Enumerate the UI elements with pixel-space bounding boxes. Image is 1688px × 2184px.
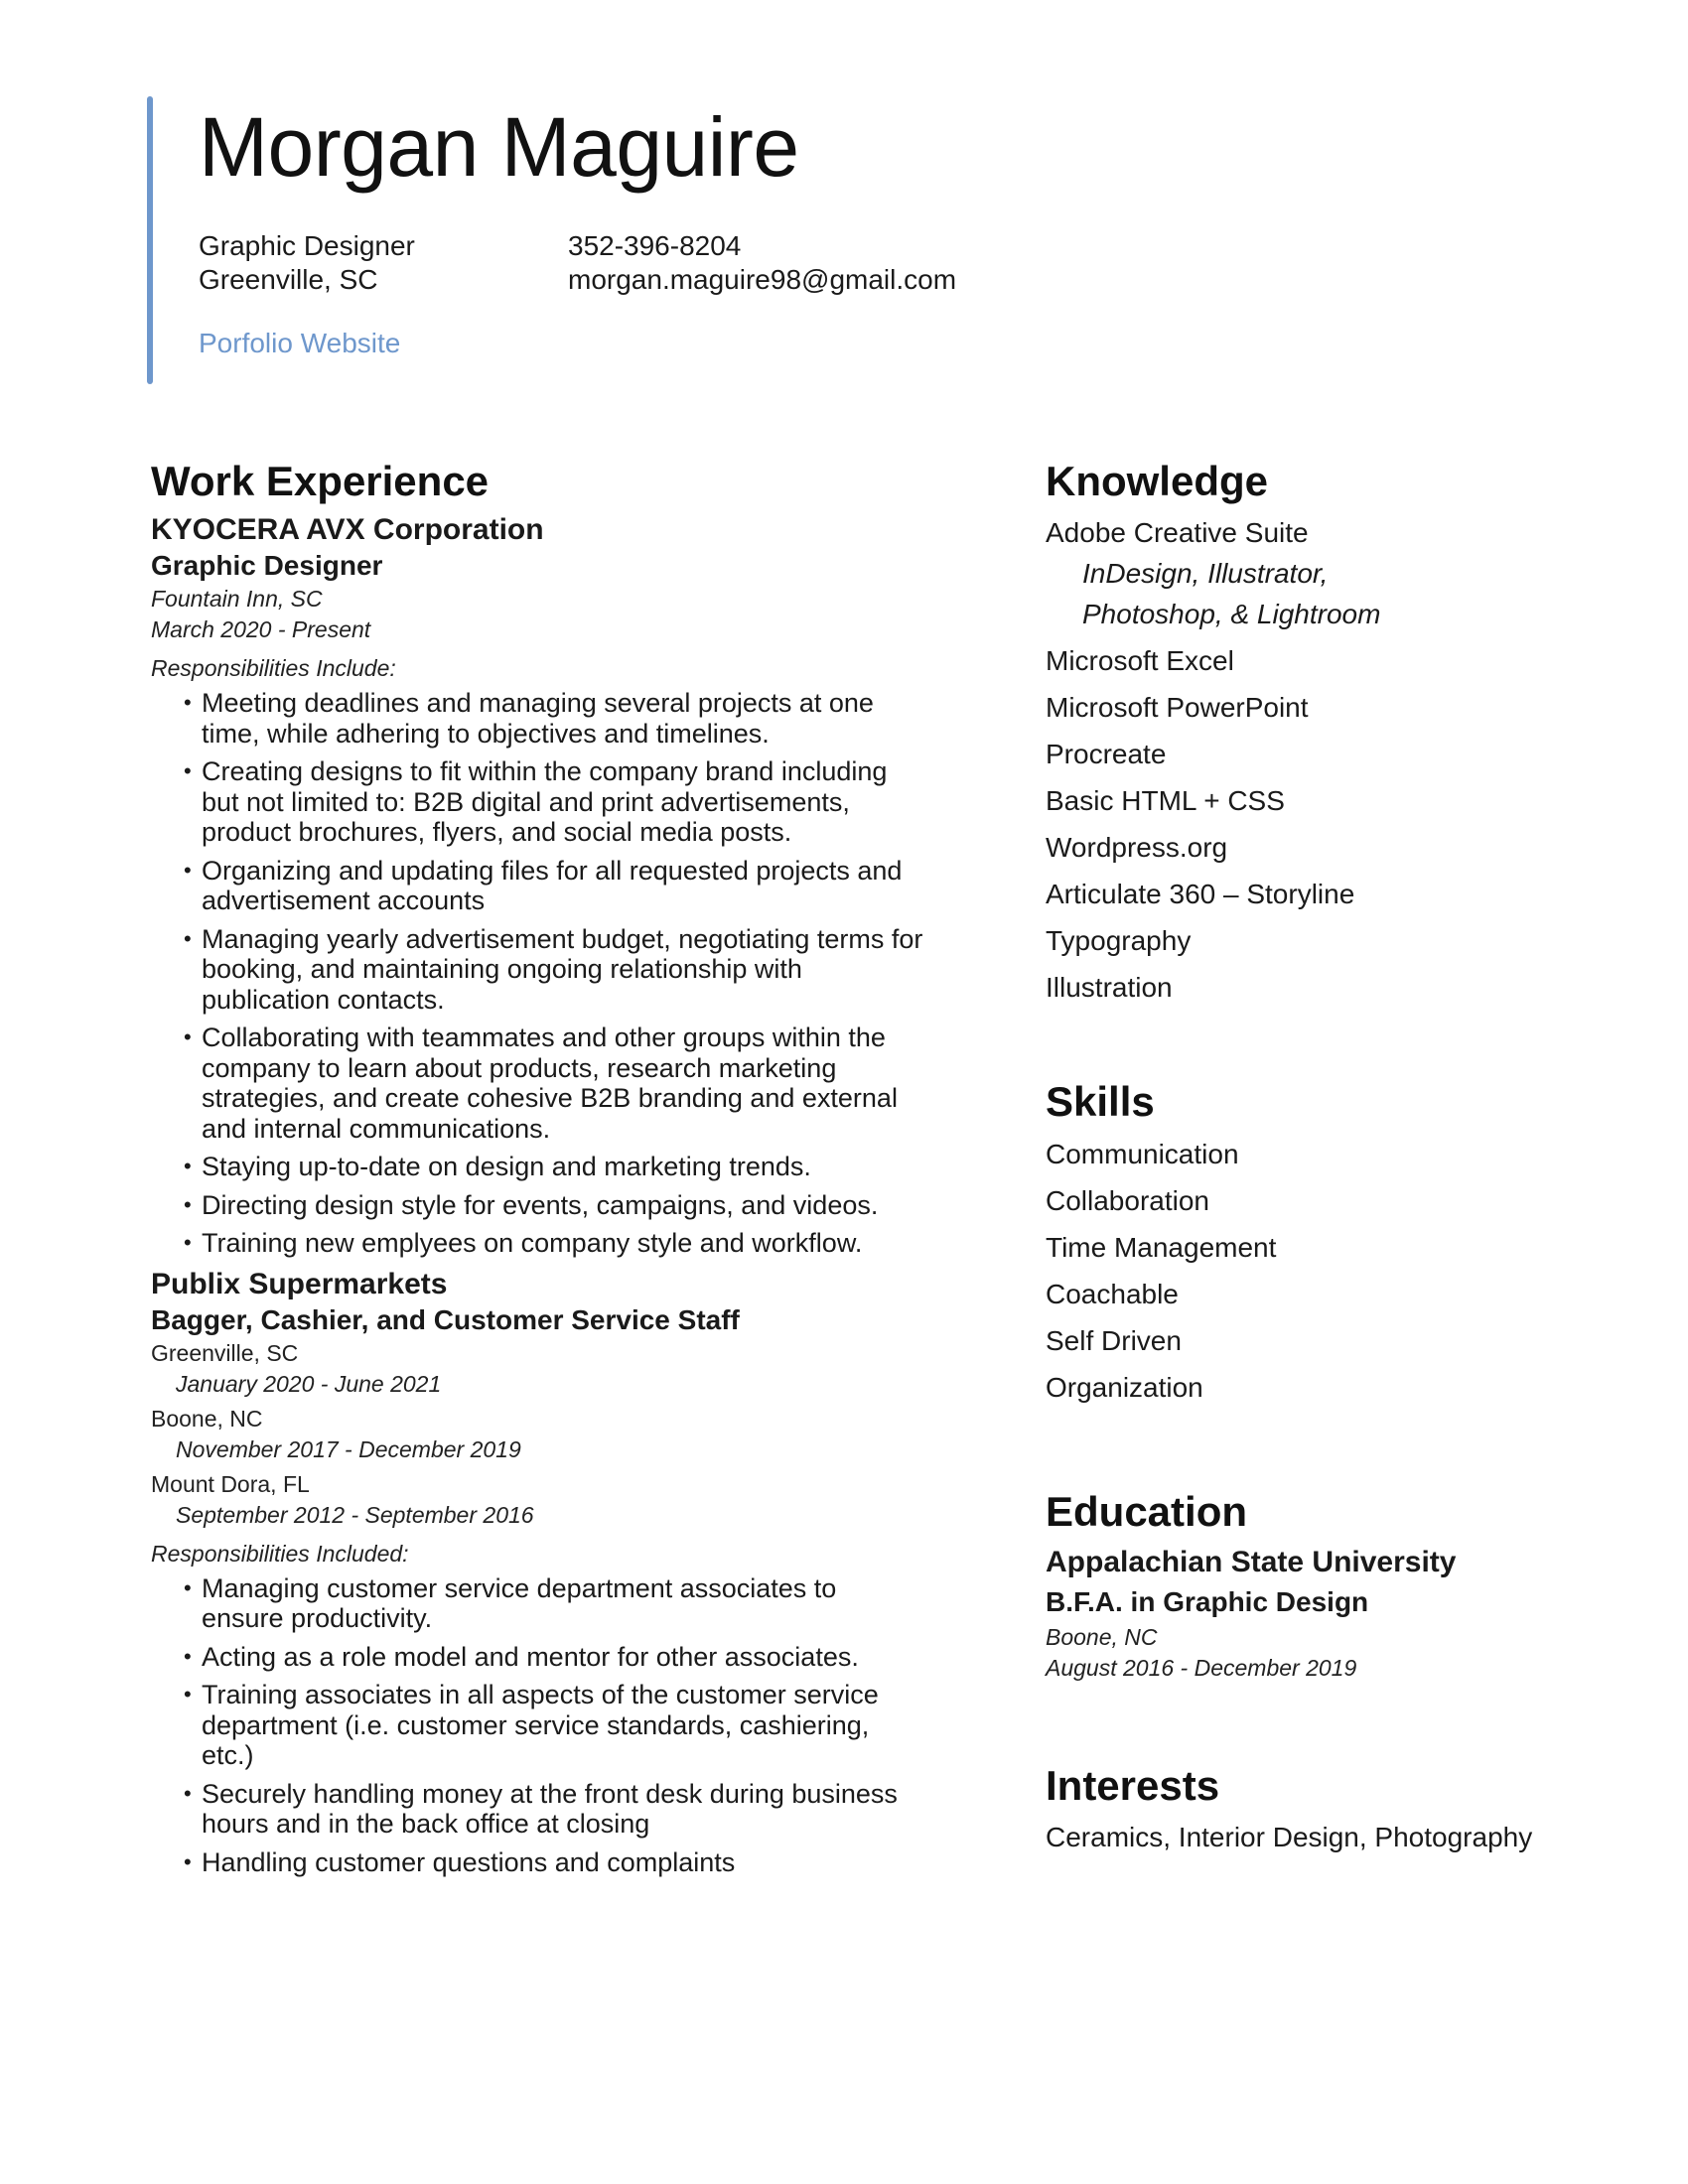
school-name: Appalachian State University [1046, 1546, 1457, 1579]
list-item: • Staying up-to-date on design and marketing trends. [184, 1152, 925, 1182]
job-role: Bagger, Cashier, and Customer Service Staff [151, 1303, 740, 1335]
knowledge-item: Microsoft PowerPoint [1046, 692, 1309, 724]
skill-item: Organization [1046, 1371, 1203, 1403]
job-dates: November 2017 - December 2019 [176, 1435, 521, 1462]
phone-number: 352-396-8204 [568, 230, 742, 261]
home-location: Greenville, SC [199, 264, 378, 295]
sidebar-column [1046, 457, 1602, 1857]
school-location: Boone, NC [1046, 1624, 1158, 1651]
knowledge-item: Articulate 360 – Storyline [1046, 879, 1355, 910]
list-item: • Organizing and updating files for all requested projects and advertisement accounts [184, 856, 925, 916]
job-location: Fountain Inn, SC [151, 586, 323, 613]
education-section [1046, 1487, 1602, 1684]
work-experience-heading: Work Experience [151, 458, 490, 504]
list-item: • Meeting deadlines and managing several projects at one time, while adhering to objectives and timelines. [184, 688, 925, 749]
list-item: • Collaborating with teammates and other groups within the company to learn about products, research marketing strategies, and create cohesive B2B branding and external and internal communications. [184, 1023, 925, 1144]
knowledge-subitem: InDesign, Illustrator, [1082, 558, 1329, 590]
portfolio-link[interactable]: Porfolio Website [199, 328, 401, 358]
skill-item: Communication [1046, 1138, 1239, 1169]
knowledge-section [1046, 457, 1602, 1008]
knowledge-item: Procreate [1046, 739, 1167, 770]
job-dates: January 2020 - June 2021 [176, 1370, 442, 1397]
list-item: • Directing design style for events, campaigns, and videos. [184, 1190, 925, 1221]
candidate-name: Morgan Maguire [199, 100, 799, 194]
interests-text: Ceramics, Interior Design, Photography [1046, 1821, 1533, 1852]
education-heading: Education [1046, 1487, 1248, 1535]
job-dates: September 2012 - September 2016 [176, 1501, 534, 1528]
knowledge-subitem: Photoshop, & Lightroom [1082, 599, 1381, 630]
responsibilities-list [151, 688, 925, 1259]
job-dates: March 2020 - Present [151, 616, 371, 643]
degree-name: B.F.A. in Graphic Design [1046, 1586, 1369, 1618]
header-accent-bar [147, 96, 153, 384]
job-role: Graphic Designer [151, 550, 383, 582]
job-kyocera [151, 512, 925, 1259]
job-location: Mount Dora, FL [151, 1470, 310, 1497]
school-dates: August 2016 - December 2019 [1046, 1655, 1357, 1682]
knowledge-heading: Knowledge [1046, 458, 1269, 504]
skill-item: Self Driven [1046, 1324, 1182, 1356]
list-item: • Acting as a role model and mentor for other associates. [184, 1642, 925, 1673]
knowledge-item: Illustration [1046, 972, 1173, 1004]
job-location: Boone, NC [151, 1405, 263, 1432]
email-address[interactable]: morgan.maguire98@gmail.com [568, 264, 957, 295]
responsibilities-label: Responsibilities Include: [151, 655, 396, 682]
responsibilities-list [151, 1573, 925, 1878]
list-item: • Creating designs to fit within the company brand including but not limited to: B2B digital and print advertisements, product brochures, flyers, and social media posts. [184, 756, 925, 848]
knowledge-item: Adobe Creative Suite [1046, 517, 1309, 549]
knowledge-item: Wordpress.org [1046, 832, 1228, 864]
job-location: Greenville, SC [151, 1339, 299, 1366]
knowledge-item: Typography [1046, 925, 1192, 957]
company-name: KYOCERA AVX Corporation [151, 513, 544, 547]
list-item: • Managing yearly advertisement budget, negotiating terms for booking, and maintaining ongoing relationship with publication contacts. [184, 924, 925, 1016]
list-item: • Training new emplyees on company style and workflow. [184, 1228, 925, 1259]
skill-item: Collaboration [1046, 1184, 1209, 1216]
company-name: Publix Supermarkets [151, 1267, 448, 1300]
responsibilities-label: Responsibilities Included: [151, 1540, 409, 1567]
skill-item: Time Management [1046, 1231, 1277, 1263]
interests-section [1046, 1761, 1602, 1856]
work-experience-section [151, 457, 925, 1885]
knowledge-item: Basic HTML + CSS [1046, 785, 1285, 817]
adobe-suite-group [1046, 512, 1602, 634]
list-item: • Handling customer questions and complaints [184, 1847, 925, 1878]
skills-heading: Skills [1046, 1078, 1155, 1126]
job-title: Graphic Designer [199, 230, 415, 261]
job-publix [151, 1267, 925, 1878]
interests-heading: Interests [1046, 1762, 1220, 1810]
list-item: • Managing customer service department associates to ensure productivity. [184, 1573, 925, 1634]
list-item: • Training associates in all aspects of the customer service department (i.e. customer service standards, cashiering, etc.) [184, 1680, 925, 1771]
knowledge-item: Microsoft Excel [1046, 645, 1234, 677]
list-item: • Securely handling money at the front desk during business hours and in the back office at closing [184, 1779, 925, 1840]
skill-item: Coachable [1046, 1278, 1179, 1309]
skills-section [1046, 1077, 1602, 1407]
